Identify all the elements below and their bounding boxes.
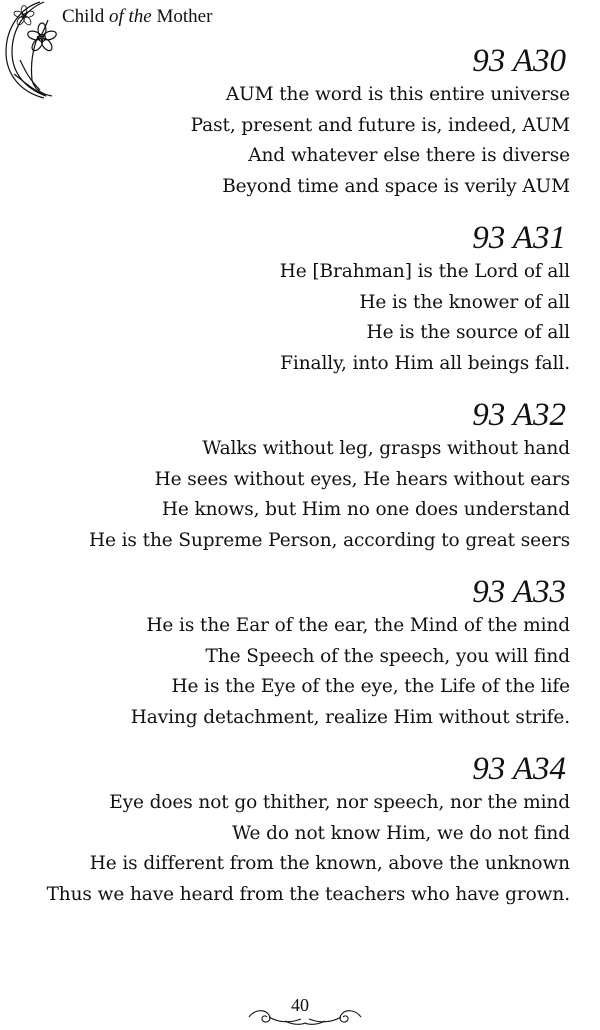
verse-line: Walks without leg, grasps without hand: [202, 438, 570, 459]
page-number: 40: [291, 995, 309, 1015]
verse-line: He sees without eyes, He hears without ears: [154, 468, 570, 490]
verse-line: And whatever else there is diverse: [248, 145, 570, 166]
verse-line: AUM the word is this entire universe: [225, 84, 570, 105]
verse-93-a31: [30, 219, 570, 379]
verse-line: We do not know Him, we do not find: [232, 822, 570, 844]
verse-line: Beyond time and space is verily AUM: [222, 175, 570, 197]
verse-line: He is the Ear of the ear, the Mind of the mind: [146, 615, 570, 636]
verse-line: He is the knower of all: [359, 291, 570, 313]
page-footer: [0, 995, 600, 1029]
verse-93-a33: [30, 573, 570, 733]
verse-number: 93 A34: [472, 751, 566, 787]
verse-93-a32: [30, 396, 570, 556]
verse-line: He is the source of all: [366, 322, 570, 343]
verse-93-a34: [30, 750, 570, 910]
verse-line: Eye does not go thither, nor speech, nor the mind: [109, 792, 570, 813]
verse-number: 93 A33: [472, 574, 566, 610]
verse-line: Past, present and future is, indeed, AUM: [190, 114, 570, 136]
verse-line: The Speech of the speech, you will find: [205, 645, 570, 667]
verse-line: He is different from the known, above the unknown: [89, 853, 570, 874]
verse-number: 93 A31: [472, 220, 566, 256]
verse-line: He is the Supreme Person, according to great seers: [88, 529, 570, 551]
verse-number: 93 A32: [472, 397, 566, 433]
verse-line: Having detachment, realize Him without strife.: [130, 706, 570, 728]
verse-number: 93 A30: [472, 43, 566, 79]
verse-93-a30: [30, 42, 570, 202]
verse-list: [30, 42, 570, 927]
verse-line: Thus we have heard from the teachers who have grown.: [46, 883, 570, 905]
book-title: Child of the Mother: [62, 6, 213, 27]
verse-line: He knows, but Him no one does understand: [161, 499, 570, 520]
verse-line: Finally, into Him all beings fall.: [280, 352, 570, 374]
verse-line: He is the Eye of the eye, the Life of the life: [171, 676, 570, 697]
verse-line: He [Brahman] is the Lord of all: [279, 261, 570, 282]
